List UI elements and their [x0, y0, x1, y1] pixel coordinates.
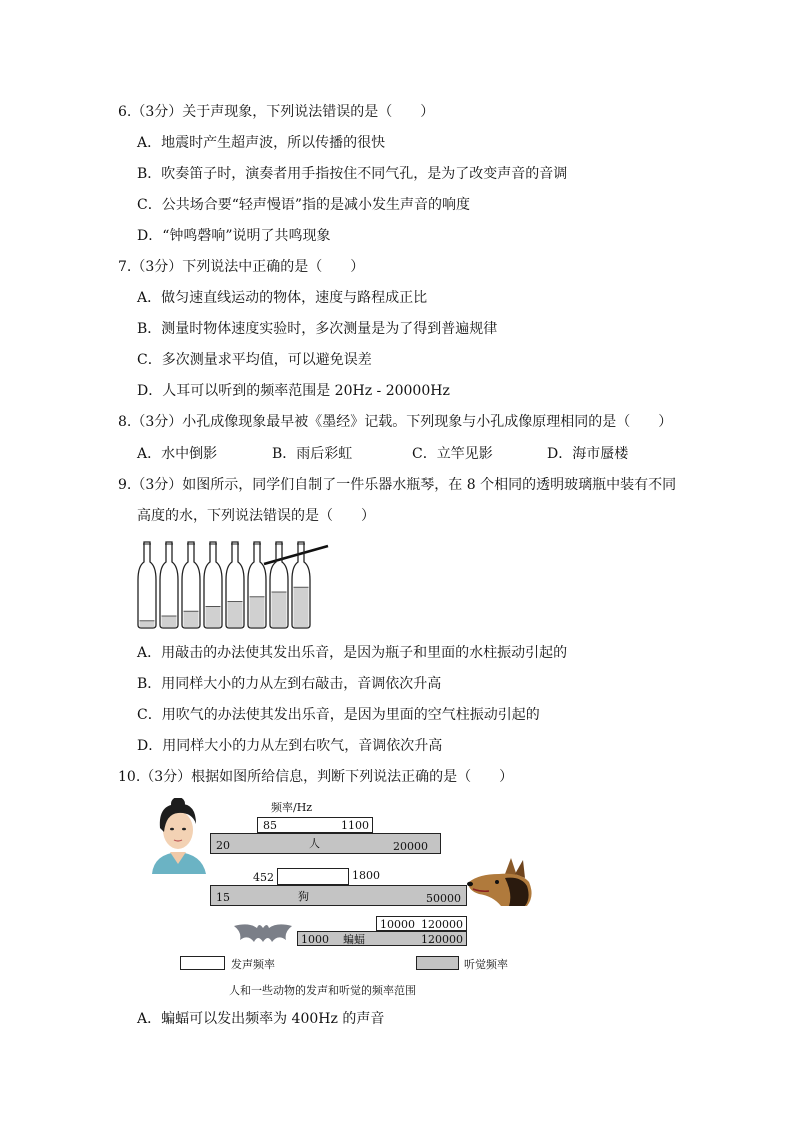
bat-hear-low: 1000	[301, 933, 329, 946]
water-bottle	[226, 542, 244, 628]
q9-option-c: C．用吹气的办法使其发出乐音，是因为里面的空气柱振动引起的	[137, 707, 540, 723]
frequency-axis-title: 频率/Hz	[271, 801, 313, 814]
water-bottle	[160, 542, 178, 628]
dog-voice-low: 452	[253, 871, 274, 884]
water-bottle	[270, 542, 288, 628]
water-fill	[228, 602, 243, 627]
human-hearing-bar	[210, 833, 441, 854]
water-fill	[294, 587, 309, 627]
q7-option-d: D．人耳可以听到的频率范围是 20Hz - 20000Hz	[137, 383, 450, 399]
q10-option-a: A．蝙蝠可以发出频率为 400Hz 的声音	[137, 1011, 385, 1027]
q6-stem: 6.（3分）关于声现象，下列说法错误的是（ ）	[118, 104, 435, 120]
q9-stem-line2: 高度的水，下列说法错误的是（ ）	[137, 508, 375, 524]
dog-voice-high: 1800	[352, 869, 380, 882]
water-bottle	[248, 542, 266, 628]
bottle-outline	[138, 542, 156, 628]
dog-hearing-bar	[210, 885, 467, 906]
water-fill	[184, 611, 199, 627]
q6-option-a: A．地震时产生超声波，所以传播的很快	[137, 135, 386, 151]
q6-option-d: D．“钟鸣磬响”说明了共鸣现象	[137, 228, 331, 244]
q8-option-c: C．立竿见影	[412, 446, 493, 462]
dog-voice-bar	[277, 868, 349, 885]
water-fill	[140, 621, 155, 627]
human-hear-low: 20	[216, 839, 230, 852]
water-fill	[162, 616, 177, 627]
bat-voice-high: 120000	[421, 918, 463, 931]
dog-hear-high: 50000	[426, 892, 461, 905]
dog-label: 狗	[298, 890, 309, 903]
q9-option-b: B．用同样大小的力从左到右敲击，音调依次升高	[137, 676, 442, 692]
water-bottle	[182, 542, 200, 628]
bat-illustration	[232, 920, 294, 948]
bat-hear-high: 120000	[421, 933, 463, 946]
striking-stick	[264, 546, 328, 564]
human-voice-high: 1100	[341, 819, 369, 832]
q9-option-d: D．用同样大小的力从左到右吹气，音调依次升高	[137, 738, 443, 754]
bat-voice-low: 10000	[380, 918, 415, 931]
bottle-outline	[160, 542, 178, 628]
q7-option-b: B．测量时物体速度实验时，多次测量是为了得到普遍规律	[137, 321, 498, 337]
human-label: 人	[309, 837, 320, 850]
water-fill	[206, 606, 221, 627]
q7-option-a: A．做匀速直线运动的物体，速度与路程成正比	[137, 290, 428, 306]
q7-stem: 7.（3分）下列说法中正确的是（ ）	[118, 259, 365, 275]
bat-label: 蝙蝠	[343, 933, 365, 946]
q8-option-a: A．水中倒影	[137, 446, 218, 462]
water-bottle	[138, 542, 156, 628]
frequency-range-figure	[140, 798, 540, 1003]
water-fill	[250, 597, 265, 627]
q8-stem: 8.（3分）小孔成像现象最早被《墨经》记载。下列现象与小孔成像原理相同的是（ ）	[118, 414, 673, 430]
legend-voice-label: 发声频率	[231, 958, 275, 971]
dog-hear-low: 15	[216, 891, 230, 904]
legend-hearing-label: 听觉频率	[464, 958, 508, 971]
bat-hearing-bar	[297, 931, 467, 946]
water-fill	[272, 592, 287, 627]
water-bottles-figure	[136, 540, 336, 632]
human-voice-low: 85	[263, 819, 277, 832]
q8-option-b: B．雨后彩虹	[272, 446, 353, 462]
figure-caption: 人和一些动物的发声和听觉的频率范围	[229, 984, 416, 997]
q6-option-c: C．公共场合要“轻声慢语”指的是减小发生声音的响度	[137, 197, 471, 213]
q9-stem-line1: 9.（3分）如图所示，同学们自制了一件乐器水瓶琴，在 8 个相同的透明玻璃瓶中装有不同	[118, 477, 677, 493]
water-bottle	[204, 542, 222, 628]
human-voice-bar	[257, 817, 373, 833]
q8-option-d: D．海市蜃楼	[547, 446, 629, 462]
bat-voice-bar	[376, 916, 467, 931]
girl-illustration	[148, 798, 208, 874]
q7-option-c: C．多次测量求平均值，可以避免误差	[137, 352, 372, 368]
q6-option-b: B．吹奏笛子时，演奏者用手指按住不同气孔，是为了改变声音的音调	[137, 166, 568, 182]
q10-stem: 10.（3分）根据如图所给信息，判断下列说法正确的是（ ）	[118, 769, 514, 785]
q9-option-a: A．用敲击的办法使其发出乐音，是因为瓶子和里面的水柱振动引起的	[137, 645, 568, 661]
dog-illustration	[465, 856, 535, 906]
human-hear-high: 20000	[393, 840, 428, 853]
legend-hearing-swatch	[416, 956, 459, 970]
legend-voice-swatch	[180, 956, 225, 970]
